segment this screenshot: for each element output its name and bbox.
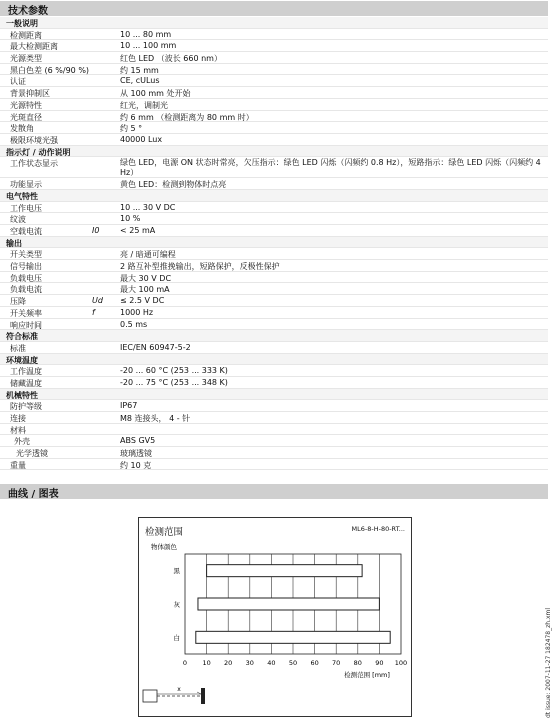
spec-row	[0, 202, 548, 214]
spec-value: IP67	[120, 401, 138, 411]
spec-label: 连接	[10, 414, 26, 423]
spec-value: 约 6 mm （检测距离为 80 mm 时）	[120, 112, 254, 122]
chart-title: 检测范围	[145, 527, 184, 538]
spec-value: 约 10 克	[120, 460, 152, 470]
specs-table	[0, 17, 548, 470]
specs-section-header	[0, 1, 548, 16]
spec-label: 空载电流	[10, 227, 42, 236]
spec-row	[0, 260, 548, 272]
spec-group-row	[0, 237, 548, 249]
curves-section-header	[0, 484, 548, 499]
spec-label: 检测距离	[10, 30, 42, 40]
legend-title: 物体颜色	[151, 543, 177, 551]
spec-value: 玻璃透镜	[120, 449, 152, 459]
spec-label: 光源类型	[10, 54, 42, 64]
spec-row	[0, 75, 548, 87]
spec-value: ≤ 2.5 V DC	[120, 296, 165, 306]
spec-row	[0, 307, 548, 319]
spec-value: 黄色 LED：检测到物体时点亮	[120, 180, 227, 190]
spec-value: 约 5 °	[120, 124, 143, 134]
spec-row	[0, 295, 548, 307]
spec-label: 功能显示	[10, 180, 42, 190]
spec-row	[0, 40, 548, 52]
spec-value: IEC/EN 60947-5-2	[120, 342, 191, 352]
detection-range-chart	[138, 517, 412, 717]
spec-label: 光学透镜	[16, 449, 48, 459]
x-tick-label: 40	[267, 659, 276, 667]
spec-value: 0.5 ms	[120, 319, 148, 329]
spec-label: 最大检测距离	[10, 42, 58, 52]
spec-label: 防护等级	[10, 402, 42, 412]
category-label: 黑	[173, 567, 180, 576]
spec-value: 最大 30 V DC	[120, 273, 172, 283]
spec-group-row	[0, 190, 548, 202]
spec-label: 工作电压	[10, 203, 42, 213]
range-bar	[196, 631, 390, 643]
side-note	[543, 600, 553, 720]
spec-row	[0, 122, 548, 134]
spec-row	[0, 377, 548, 389]
spec-value: < 25 mA	[120, 226, 156, 235]
arrow-head	[197, 692, 201, 694]
spec-row	[0, 213, 548, 225]
spec-row	[0, 272, 548, 284]
x-tick-label: 70	[332, 659, 341, 667]
spec-label: 开关频率	[10, 308, 42, 318]
x-tick-label: 0	[182, 659, 188, 667]
spec-group-label: 电气特性	[6, 191, 38, 201]
spec-group-row	[0, 389, 548, 401]
spec-label: 光斑直径	[10, 112, 42, 122]
spec-value: 亮 / 暗通可编程	[120, 250, 176, 260]
spec-row	[0, 29, 548, 41]
spec-label: 标准	[10, 343, 26, 353]
spec-label: 纹波	[10, 215, 26, 225]
spec-value: ABS GV5	[120, 436, 156, 446]
spec-label: 发散角	[10, 124, 34, 134]
spec-label: 背景抑制区	[10, 89, 50, 99]
spec-label: 工作状态显示	[10, 159, 58, 169]
spec-row	[0, 435, 548, 447]
spec-row	[0, 225, 548, 237]
x-tick-label: 100	[394, 659, 408, 667]
spec-row	[0, 459, 548, 471]
spec-group-row	[0, 146, 548, 158]
spec-label: 重量	[10, 460, 26, 470]
spec-row	[0, 342, 548, 354]
spec-row	[0, 178, 548, 190]
spec-group-label: 输出	[6, 238, 22, 248]
distance-label: x	[177, 686, 181, 693]
specs-section-title: 技术参数	[8, 6, 48, 17]
spec-label: 压降	[10, 297, 26, 307]
spec-value: 最大 100 mA	[120, 285, 170, 295]
spec-value: 10 %	[120, 214, 141, 224]
spec-value: 红色 LED （波长 660 nm）	[120, 54, 222, 64]
spec-label: 极限环境光强	[10, 135, 58, 145]
spec-label: 光源特性	[10, 100, 42, 110]
spec-value: 10 ... 80 mm	[120, 29, 172, 39]
spec-label: 工作温度	[10, 367, 42, 377]
spec-value: 40000 Lux	[120, 134, 163, 144]
spec-row	[0, 248, 548, 260]
spec-group-label: 环境温度	[6, 355, 38, 365]
x-tick-label: 90	[375, 659, 384, 667]
spec-label: 认证	[10, 77, 26, 87]
spec-label: 信号输出	[10, 262, 42, 272]
spec-group-label: 指示灯 / 动作说明	[6, 147, 71, 157]
category-label: 灰	[173, 600, 180, 609]
spec-value: CE, cULus	[120, 76, 160, 86]
spec-label: 负载电压	[10, 273, 42, 283]
spec-label: 负载电流	[10, 285, 42, 295]
spec-value: 10 ... 30 V DC	[120, 202, 176, 212]
spec-value: -20 ... 75 °C (253 ... 348 K)	[120, 377, 228, 387]
range-bar	[207, 565, 363, 577]
spec-group-row	[0, 330, 548, 342]
spec-row	[0, 99, 548, 111]
spec-value: 10 ... 100 mm	[120, 41, 177, 51]
chart-svg	[139, 518, 411, 716]
spec-value: M8 连接头， 4 - 针	[120, 414, 191, 423]
spec-row	[0, 52, 548, 64]
spec-row	[0, 319, 548, 331]
spec-row	[0, 447, 548, 459]
range-bar	[198, 598, 379, 610]
spec-symbol: I0	[92, 226, 100, 235]
x-axis-label: 检测范围 [mm]	[344, 671, 390, 679]
spec-value: 绿色 LED，电源 ON 状态时常亮，欠压指示：绿色 LED 闪烁（闪频约 0.8 Hz），短路指示：绿色 LED 闪烁（闪频约 4 Hz）	[120, 158, 541, 178]
spec-value: 红光，调制光	[120, 100, 168, 110]
spec-row	[0, 64, 548, 76]
spec-row	[0, 157, 548, 178]
spec-label: 材料	[10, 425, 26, 435]
x-tick-label: 20	[224, 659, 233, 667]
spec-label: 储藏温度	[10, 378, 42, 388]
spec-row	[0, 87, 548, 99]
spec-row	[0, 365, 548, 377]
spec-row	[0, 111, 548, 123]
spec-value: 约 15 mm	[120, 65, 159, 75]
curves-section-title: 曲线 / 图表	[8, 489, 59, 500]
spec-row	[0, 412, 548, 424]
spec-label: 外壳	[14, 437, 30, 447]
spec-value: 1000 Hz	[120, 307, 154, 317]
spec-value: 2 路互补型推挽输出，短路保护，反极性保护	[120, 262, 280, 272]
spec-row	[0, 424, 548, 436]
target-object-icon	[201, 688, 205, 704]
spec-label: 黑白色差 (6 %/90 %)	[10, 65, 90, 75]
spec-group-label: 机械特性	[6, 390, 38, 400]
category-label: 白	[173, 633, 180, 642]
spec-group-label: 符合标准	[6, 332, 38, 342]
spec-label: 响应时间	[10, 320, 42, 330]
spec-value: -20 ... 60 °C (253 ... 333 K)	[120, 366, 228, 376]
x-tick-label: 60	[310, 659, 319, 667]
spec-row	[0, 400, 548, 412]
x-tick-label: 80	[353, 659, 362, 667]
x-tick-label: 50	[288, 659, 298, 667]
spec-value: 从 100 mm 处开始	[120, 89, 191, 99]
spec-group-label: 一般说明	[6, 19, 38, 28]
spec-group-row	[0, 17, 548, 29]
spec-label: 开关类型	[10, 250, 42, 260]
spec-symbol: Ud	[92, 296, 103, 306]
side-note-text: dt issue: 2007-11-27 182478_zh.xml	[545, 607, 552, 718]
x-tick-label: 30	[245, 659, 254, 667]
spec-row	[0, 283, 548, 295]
x-tick-label: 10	[202, 659, 211, 667]
spec-symbol: f	[92, 307, 95, 317]
spec-row	[0, 134, 548, 146]
sensor-body-icon	[143, 690, 157, 702]
chart-product-code: ML6-8-H-80-RT...	[351, 525, 405, 533]
spec-group-row	[0, 354, 548, 366]
